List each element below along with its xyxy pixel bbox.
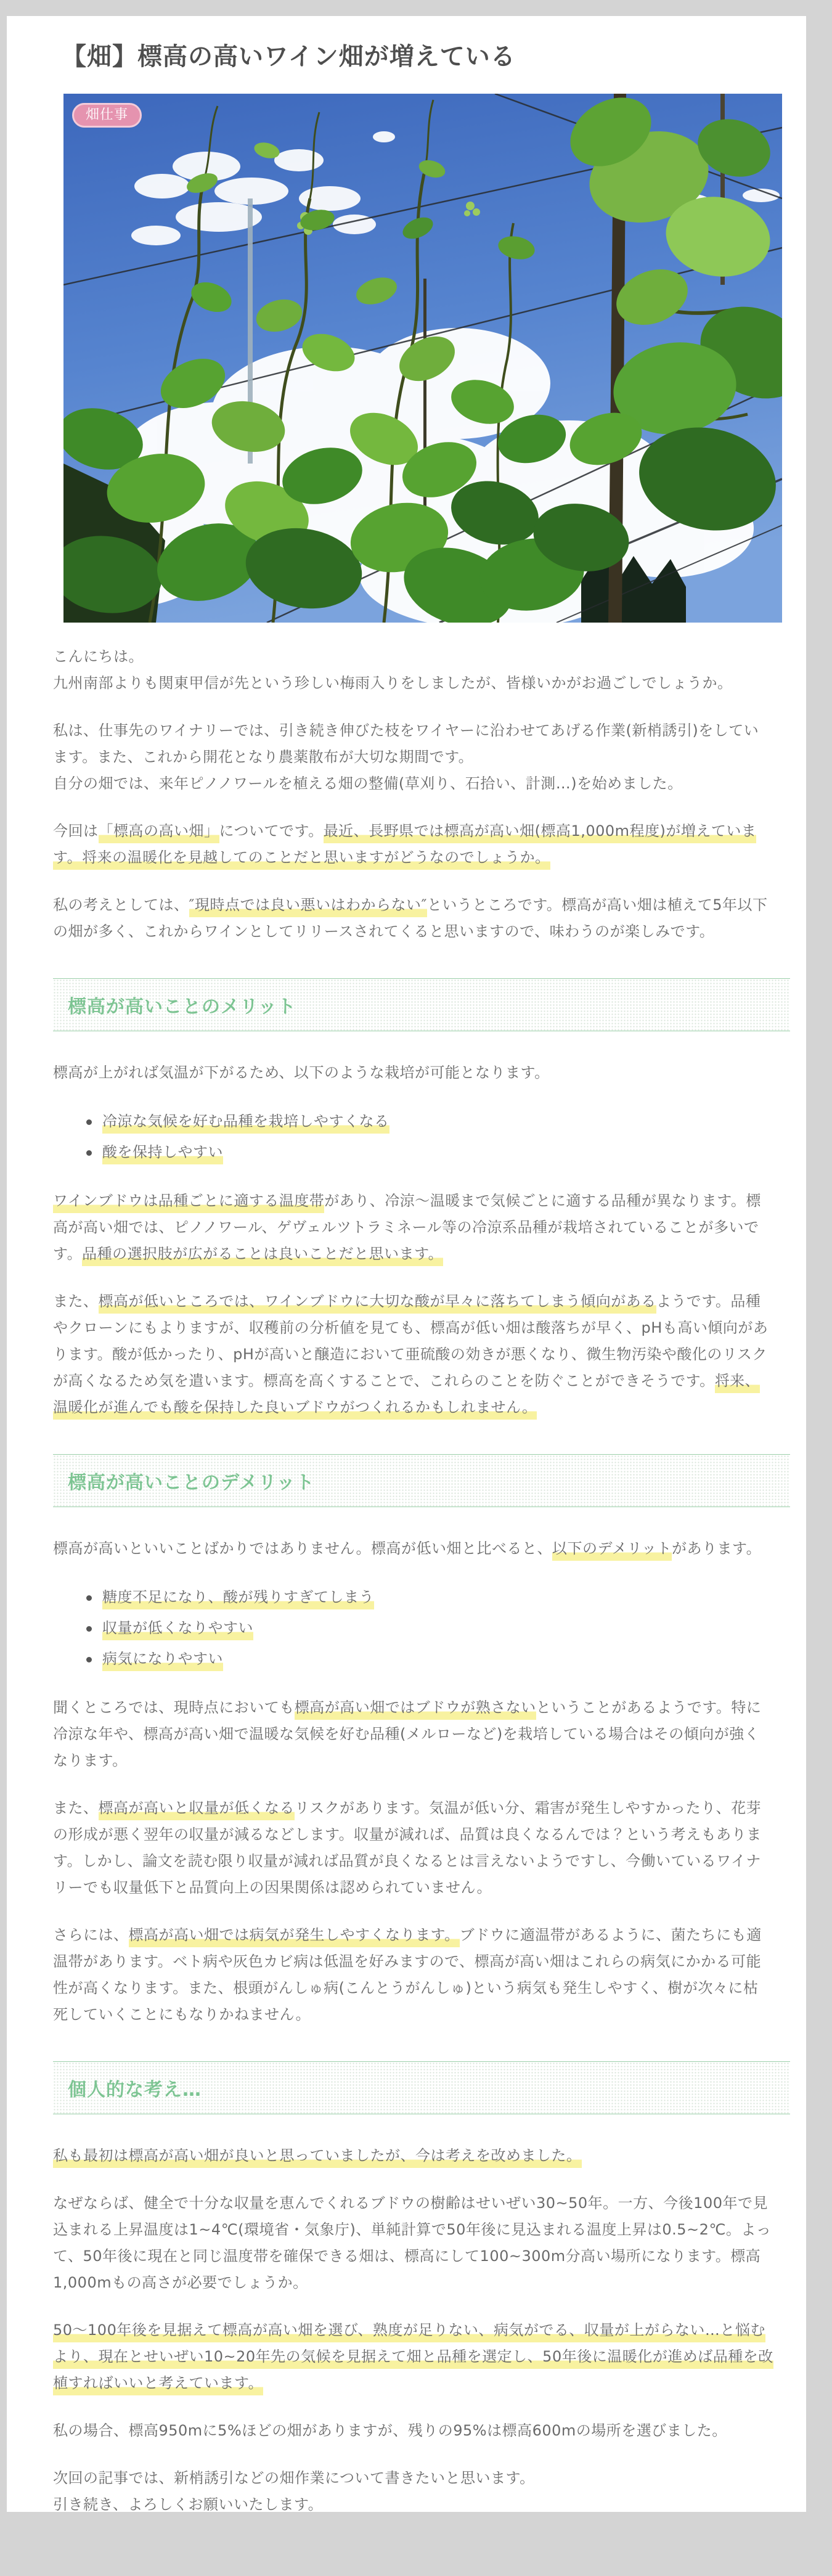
text-run: ます。また、これから開花となり農薬散布が大切な期間です。: [53, 748, 474, 766]
text-run: 温帯があります。ベト病や灰色カビ病は低温を好みますので、標高が高い畑はこれらの病気にかかる可能: [53, 1953, 762, 1970]
paragraph: [53, 1795, 786, 1901]
entry: [7, 16, 806, 2576]
text-run: やクローンにもよりますが、収穫前の分析値を見ても、標高が低い畑は酸落ちが早く、pHも高い傾向があ: [53, 1319, 769, 1336]
paragraph: [53, 718, 786, 797]
text-run: 死していくことにもなりかねません。: [53, 2006, 311, 2023]
section-heading: [53, 1454, 790, 1507]
paragraph: [53, 1695, 786, 1774]
category-badge[interactable]: 畑仕事: [72, 103, 142, 128]
highlighted-text: 酸を保持しやすい: [102, 1143, 223, 1164]
article-card: [7, 16, 806, 2512]
highlighted-text: 冷涼な気候を好む品種を栽培しやすくなる: [102, 1113, 389, 1134]
list-item: [85, 1646, 793, 1672]
text-run: て、50年後に現在と同じ温度帯を確保できる畑は、標高にして100~300m分高い場所になります。標高: [53, 2247, 761, 2265]
text-run: 高が高い畑では、ピノノワール、ゲヴェルツトラミネール等の冷涼系品種が栽培されていることが多いで: [53, 1219, 759, 1236]
list-item: [85, 1108, 793, 1135]
text-run: ということがあるようです。特に: [536, 1699, 762, 1716]
text-run: 九州南部よりも関東甲信が先という珍しい梅雨入りをしましたが、皆様いかがお過ごしでしょうか。: [53, 674, 733, 692]
paragraph: [53, 1060, 786, 1086]
paragraph: [53, 2465, 786, 2518]
text-run: また、: [53, 1293, 99, 1310]
paragraph: [53, 818, 786, 871]
text-run: す。: [53, 1245, 83, 1262]
list-item: [85, 1139, 793, 1166]
section-heading-label: 標高が高いことのデメリット: [68, 1472, 315, 1494]
text-run: があり、冷涼～温暖まで気候ごとに適する品種が異なります。標: [324, 1192, 761, 1209]
list-item: [85, 1615, 793, 1642]
highlighted-text: 標高が低いところでは、ワインブドウに大切な酸が早々に落ちてしまう傾向がある: [99, 1293, 656, 1314]
page-title: 【畑】標高の高いワイン畑が増えている: [62, 43, 516, 71]
text-run: 標高が高いといいことばかりではありません。標高が低い畑と比べると、: [53, 1540, 552, 1557]
highlighted-text: 将来、: [715, 1372, 761, 1393]
text-run: 1,000mもの高さが必要でしょうか。: [53, 2274, 308, 2291]
highlighted-text: 温暖化が進んでも酸を保持した良いブドウがつくれるかもしれません。: [53, 1399, 537, 1420]
highlighted-text: 50～100年後を見据えて標高が高い畑を選び、熟度が足りない、病気がでる、収量が上がらない…と悩む: [53, 2321, 765, 2342]
text-run: についてです。: [219, 822, 324, 840]
vineyard-photo-illustration: [63, 94, 782, 623]
paragraph: [53, 1922, 786, 2028]
highlighted-text: 標高が高いと収量が低くなる: [99, 1799, 295, 1820]
list-item: [85, 1584, 793, 1611]
paragraph: [53, 1288, 786, 1421]
text-run: 今回は: [53, 822, 99, 840]
text-run: 次回の記事では、新梢誘引などの畑作業について書きたいと思います。: [53, 2469, 535, 2487]
paragraph: [53, 892, 786, 945]
highlighted-text: 収量が低くなりやすい: [102, 1619, 253, 1640]
highlighted-text: 「標高の高い畑」: [99, 822, 219, 843]
highlighted-text: 品種の選択肢が広がることは良いことだと思います。: [82, 1245, 443, 1266]
text-run: があります。: [672, 1540, 762, 1557]
text-run: 込まれる上昇温度は1~4℃(環境省・気象庁)、単純計算で50年後に見込まれる温度上昇は0.5~2℃。よっ: [53, 2221, 772, 2238]
article-photo: [63, 94, 782, 623]
text-run: が高くなるため気を遣います。標高を高くすることで、これらのことを防ぐことができそうです。: [53, 1372, 715, 1389]
paragraph: [53, 1535, 786, 1562]
section-heading: [53, 2061, 790, 2114]
text-run: 自分の畑では、来年ピノノワールを植える畑の整備(草刈り、石拾い、計測…)を始めました。: [53, 775, 683, 792]
text-run: の畑が多く、これからワインとしてリリースされてくると思いますので、味わうのが楽しみです。: [53, 923, 715, 940]
highlighted-text: 最近、長野県では標高が高い畑(標高1,000m程度)が増えていま: [324, 822, 757, 843]
text-run: ようです。品種: [656, 1293, 761, 1310]
highlighted-text: 標高が高い畑ではブドウが熟さない: [295, 1699, 536, 1720]
highlighted-text: 以下のデメリット: [552, 1540, 672, 1561]
section-heading-label: 個人的な考え…: [68, 2079, 202, 2101]
text-run: こんにちは。: [53, 648, 144, 665]
highlighted-text: す。将来の温暖化を見越してのことだと思いますがどうなのでしょうか。: [53, 849, 550, 870]
text-run: また、: [53, 1799, 99, 1817]
text-run: ブドウに適温帯があるように、菌たちにも適: [459, 1926, 762, 1944]
text-run: 性が高くなります。また、根頭がんしゅ病(こんとうがんしゅ)という病気も発生しやすく、樹が次々に枯: [53, 1979, 759, 1997]
highlighted-text: 標高が高い畑では病気が発生しやすくなります。: [129, 1926, 460, 1947]
text-run: なぜならば、健全で十分な収量を恵んでくれるブドウの樹齢はせいぜい30~50年。一方、今後100年で見: [53, 2194, 768, 2212]
text-run: す。しかし、論文を読む限り収量が減れば品質が良くなるとは言えないようですし、今働いているワイナ: [53, 1852, 761, 1870]
text-run: ります。酸が低かったり、pHが高いと醸造において亜硫酸の効きが悪くなり、微生物汚染や酸化のリスク: [53, 1346, 767, 1363]
paragraph: [53, 2317, 786, 2397]
text-run: さらには、: [53, 1926, 129, 1944]
paragraph: [53, 2418, 786, 2444]
highlighted-text: ″現時点では良い悪いはわからない″: [189, 896, 427, 917]
article-body: [53, 644, 793, 2518]
paragraph: [53, 2190, 786, 2296]
highlighted-text: ワインブドウは品種ごとに適する温度帯: [53, 1192, 324, 1213]
text-run: というところです。標高が高い畑は植えて5年以下: [426, 896, 768, 914]
bullet-list: [53, 1108, 793, 1166]
text-run: 冷涼な年や、標高が高い畑で温暖な気候を好む品種(メルローなど)を栽培している場合はその傾向が強く: [53, 1725, 760, 1743]
text-run: 私は、仕事先のワイナリーでは、引き続き伸びた枝をワイヤーに沿わせてあげる作業(新梢誘引)をしてい: [53, 722, 759, 739]
paragraph: [53, 1188, 786, 1267]
highlighted-text: 糖度不足になり、酸が残りすぎてしまう: [102, 1589, 374, 1609]
text-run: 標高が上がれば気温が下がるため、以下のような栽培が可能となります。: [53, 1064, 550, 1081]
section-heading-label: 標高が高いことのメリット: [68, 996, 296, 1018]
paragraph: [53, 2143, 786, 2169]
text-run: なります。: [53, 1752, 128, 1769]
text-run: 私の場合、標高950mに5%ほどの畑がありますが、残りの95%は標高600mの場所を選びました。: [53, 2422, 727, 2439]
text-run: 聞くところでは、現時点においても: [53, 1699, 295, 1716]
highlighted-text: 私も最初は標高が高い畑が良いと思っていましたが、今は考えを改めました。: [53, 2147, 582, 2168]
text-run: 引き続き、よろしくお願いいたします。: [53, 2496, 324, 2513]
text-run: の形成が悪く翌年の収量が減るなどします。収量が減れば、品質は良くなるんでは？という考えもありま: [53, 1826, 762, 1843]
highlighted-text: 病気になりやすい: [102, 1650, 223, 1671]
text-run: リーでも収量低下と品質向上の因果関係は認められていません。: [53, 1879, 492, 1896]
highlighted-text: より、現在とせいぜい10~20年先の気候を見据えて畑と品種を選定し、50年後に温暖化が進めば品種を改: [53, 2348, 773, 2369]
bullet-list: [53, 1584, 793, 1672]
paragraph: [53, 644, 786, 697]
highlighted-text: 植すればいいと考えています。: [53, 2374, 263, 2395]
text-run: 私の考えとしては、: [53, 896, 189, 914]
section-heading: [53, 978, 790, 1031]
text-run: リスクがあります。気温が低い分、霜害が発生しやすかったり、花芽: [295, 1799, 762, 1817]
